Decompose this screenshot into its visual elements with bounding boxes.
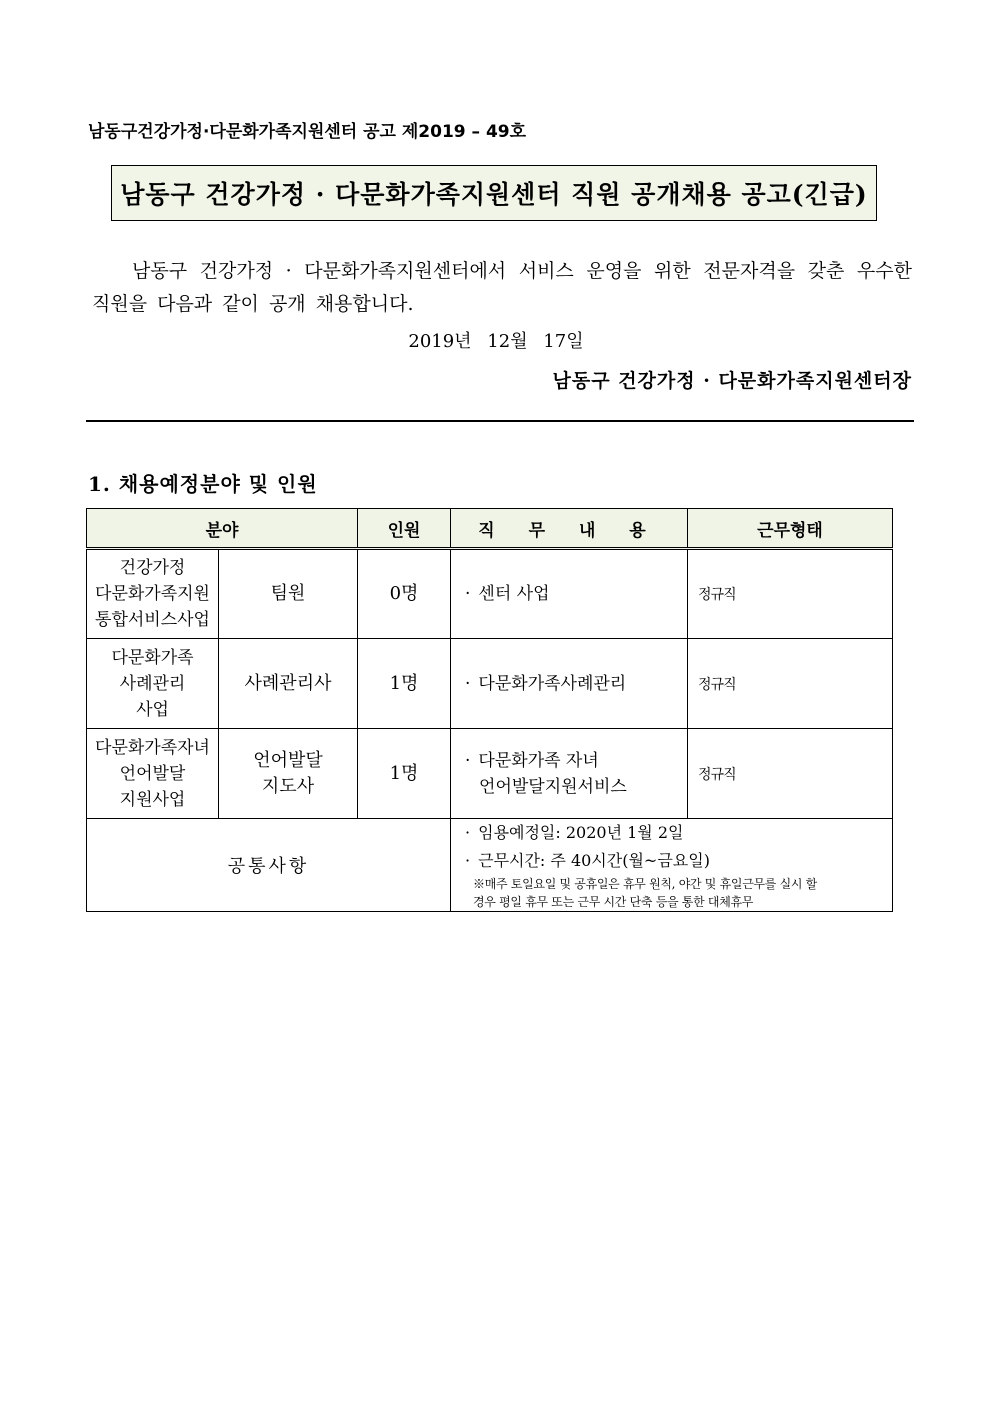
- row-duty: · 다문화가족 자녀 언어발달지원서비스: [451, 729, 688, 819]
- note-line-2: 경우 평일 휴무 또는 근무 시간 단축 등을 통한 대체휴무: [473, 895, 754, 909]
- section-title: 1. 채용예정분야 및 인원: [88, 472, 318, 496]
- announcement-date: 2019년 12월 17일: [408, 331, 584, 352]
- intro-paragraph: [92, 255, 912, 321]
- header-type: 근무형태: [688, 509, 893, 549]
- horizontal-divider: [86, 420, 914, 422]
- table-header-row: [87, 509, 893, 549]
- issuer-name: 남동구 건강가정 · 다문화가족지원센터장: [552, 370, 912, 392]
- table-row: [87, 729, 893, 819]
- common-label: 공통사항: [87, 819, 451, 912]
- notice-number: 남동구건강가정·다문화가족지원센터 공고 제2019 – 49호: [88, 122, 527, 142]
- row-count: 0명: [358, 549, 451, 639]
- row-position: 팀원: [219, 549, 358, 639]
- hours-line: · 근무시간: 주 40시간(월~금요일): [465, 851, 710, 870]
- row-area: 다문화가족자녀 언어발달 지원사업: [87, 729, 219, 819]
- table-row: [87, 639, 893, 729]
- row-area: 건강가정 다문화가족지원 통합서비스사업: [87, 549, 219, 639]
- start-date-line: · 임용예정일: 2020년 1월 2일: [465, 823, 684, 842]
- recruitment-table: [86, 508, 893, 912]
- row-duty: · 센터 사업: [451, 549, 688, 639]
- row-count: 1명: [358, 639, 451, 729]
- row-position: 언어발달 지도사: [219, 729, 358, 819]
- row-type: 정규직: [688, 549, 893, 639]
- intro-text: 남동구 건강가정 · 다문화가족지원센터에서 서비스 운영을 위한 전문자격을 갖춘 우수한 직원을 다음과 같이 공개 채용합니다.: [92, 260, 912, 315]
- table-row: [87, 549, 893, 639]
- row-count: 1명: [358, 729, 451, 819]
- common-detail: [451, 819, 893, 912]
- common-row: [87, 819, 893, 912]
- row-type: 정규직: [688, 729, 893, 819]
- note-line-1: ※매주 토일요일 및 공휴일은 휴무 원칙, 야간 및 휴일근무를 실시 할: [473, 877, 817, 891]
- header-area: 분야: [87, 509, 358, 549]
- header-count: 인원: [358, 509, 451, 549]
- row-type: 정규직: [688, 639, 893, 729]
- row-area: 다문화가족 사례관리 사업: [87, 639, 219, 729]
- header-duty: 직 무 내 용: [451, 509, 688, 549]
- document-title: 남동구 건강가정 · 다문화가족지원센터 직원 공개채용 공고(긴급): [111, 165, 877, 221]
- row-position: 사례관리사: [219, 639, 358, 729]
- row-duty: · 다문화가족사례관리: [451, 639, 688, 729]
